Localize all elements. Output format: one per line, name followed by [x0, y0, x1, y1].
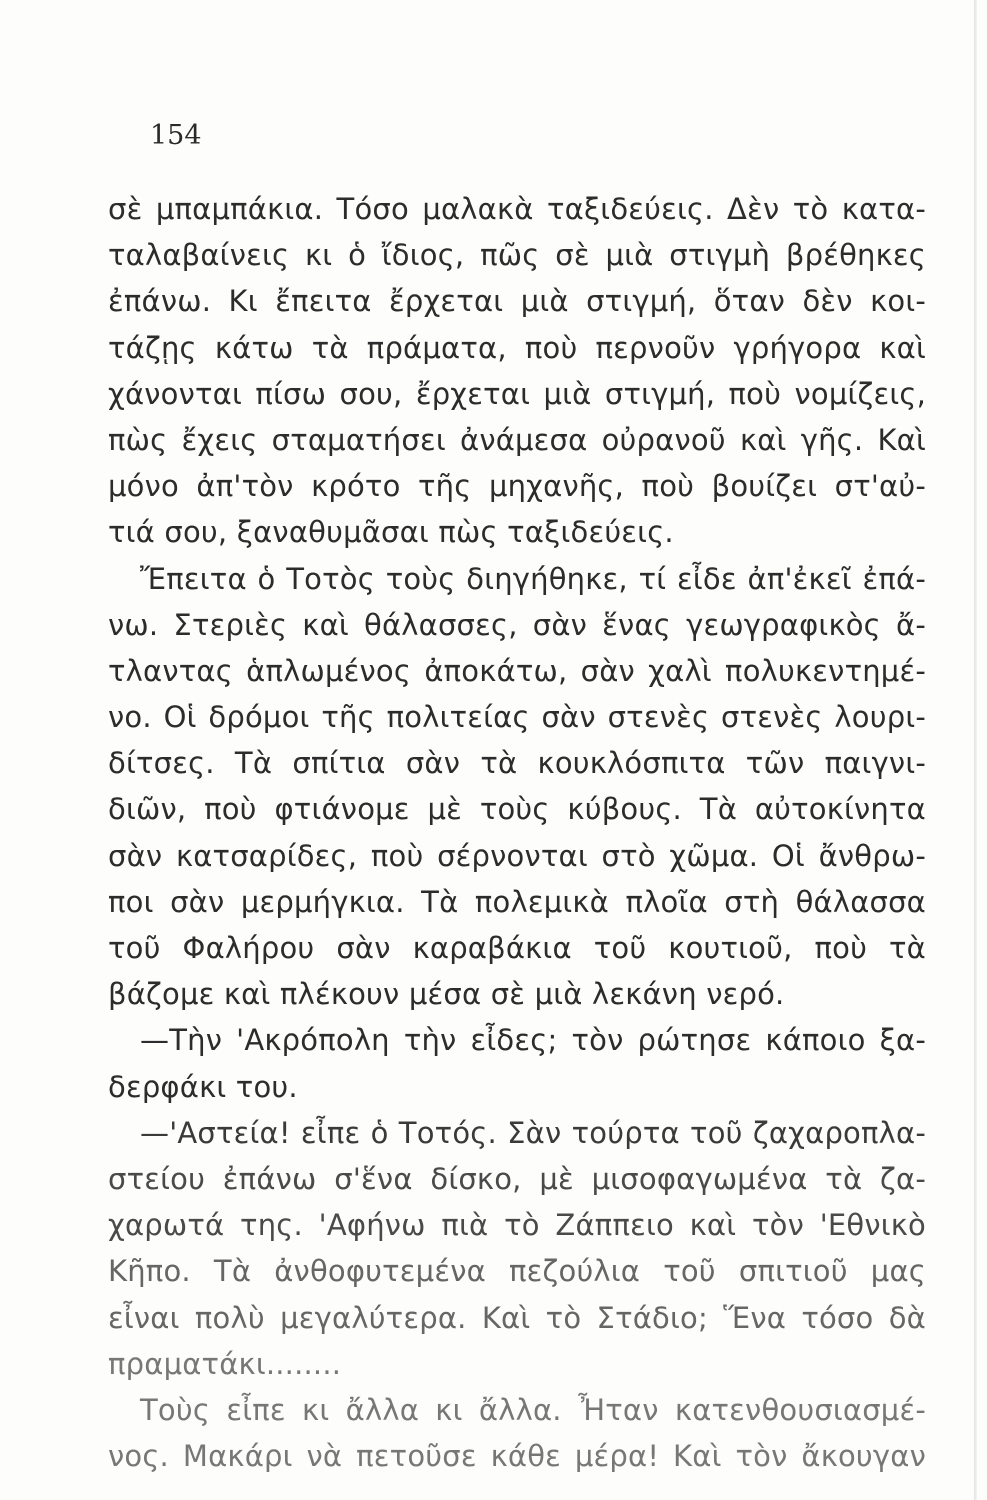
text-line: —Τὴν 'Ακρόπολη τὴν εἶδες; τὸν ρώτησε κάποιο ξα- — [140, 1023, 926, 1058]
text-line: πραματάκι........ — [108, 1346, 342, 1381]
body-text — [108, 186, 926, 1479]
text-line: εἶναι πολὺ μεγαλύτερα. Καὶ τὸ Στάδιο; Ἕνα τόσο δὰ — [108, 1300, 926, 1335]
text-line: δερφάκι του. — [108, 1069, 298, 1104]
text-line: τοῦ Φαλήρου σὰν καραβάκια τοῦ κουτιοῦ, ποὺ τὰ — [108, 931, 926, 965]
text-line: νο. Οἱ δρόμοι τῆς πολιτείας σὰν στενὲς στενὲς λουρι- — [108, 700, 926, 735]
text-line: Κῆπο. Τὰ ἀνθοφυτεμένα πεζούλια τοῦ σπιτιοῦ μας — [108, 1254, 926, 1289]
text-line: διῶν, ποὺ φτιάνομε μὲ τοὺς κύβους. Τὰ αὐτοκίνητα — [108, 792, 926, 827]
text-line: —'Αστεία! εἶπε ὁ Τοτός. Σὰν τούρτα τοῦ ζαχαροπλα- — [140, 1115, 926, 1150]
text-line: τλαντας ἁπλωμένος ἀποκάτω, σὰν χαλὶ πολυκεντημέ- — [108, 653, 926, 688]
text-line: σὲ μπαμπάκια. Τόσο μαλακὰ ταξιδεύεις. Δὲν τὸ κατα- — [108, 192, 926, 226]
text-line: Ἔπειτα ὁ Τοτὸς τοὺς διηγήθηκε, τί εἶδε ἀπ'ἐκεῖ ἐπά- — [140, 561, 926, 596]
text-line: τιά σου, ξαναθυμᾶσαι πὼς ταξιδεύεις. — [108, 515, 674, 550]
text-line: μόνο ἀπ'τὸν κρότο τῆς μηχανῆς, ποὺ βουίζει στ'αὐ- — [108, 469, 926, 504]
text-line: Τοὺς εἶπε κι ἄλλα κι ἄλλα. Ἦταν κατενθουσιασμέ- — [140, 1392, 926, 1427]
text-line: τάζῃς κάτω τὰ πράματα, ποὺ περνοῦν γρήγορα καὶ — [108, 330, 926, 365]
text-line: σὰν κατσαρίδες, ποὺ σέρνονται στὸ χῶμα. Οἱ ἄνθρω- — [108, 838, 926, 873]
text-line: ἐπάνω. Κι ἔπειτα ἔρχεται μιὰ στιγμή, ὅταν δὲν κοι- — [108, 284, 926, 319]
text-line: νος. Μακάρι νὰ πετοῦσε κάθε μέρα! Καὶ τὸν ἄκουγαν — [108, 1439, 926, 1474]
page-edge — [974, 0, 977, 1500]
text-line: στείου ἐπάνω σ'ἕνα δίσκο, μὲ μισοφαγωμένα τὰ ζα- — [108, 1161, 926, 1196]
text-line: χαρωτά της. 'Αφήνω πιὰ τὸ Ζάππειο καὶ τὸν 'Εθνικὸ — [108, 1208, 926, 1243]
text-line: δίτσες. Τὰ σπίτια σὰν τὰ κουκλόσπιτα τῶν παιγνι- — [108, 746, 926, 781]
text-line: χάνονται πίσω σου, ἔρχεται μιὰ στιγμή, ποὺ νομίζεις, — [108, 376, 926, 411]
text-line: ποι σὰν μερμήγκια. Τὰ πολεμικὰ πλοῖα στὴ θάλασσα — [108, 884, 926, 919]
text-line: νω. Στεριὲς καὶ θάλασσες, σὰν ἕνας γεωγραφικὸς ἄ- — [108, 607, 926, 642]
page-number: 154 — [150, 120, 202, 151]
text-line: ταλαβαίνεις κι ὁ ἴδιος, πῶς σὲ μιὰ στιγμὴ βρέθηκες — [108, 238, 926, 273]
text-line: βάζομε καὶ πλέκουν μέσα σὲ μιὰ λεκάνη νερό. — [108, 977, 785, 1012]
text-line: πὼς ἔχεις σταματήσει ἀνάμεσα οὐρανοῦ καὶ γῆς. Καὶ — [108, 422, 926, 457]
